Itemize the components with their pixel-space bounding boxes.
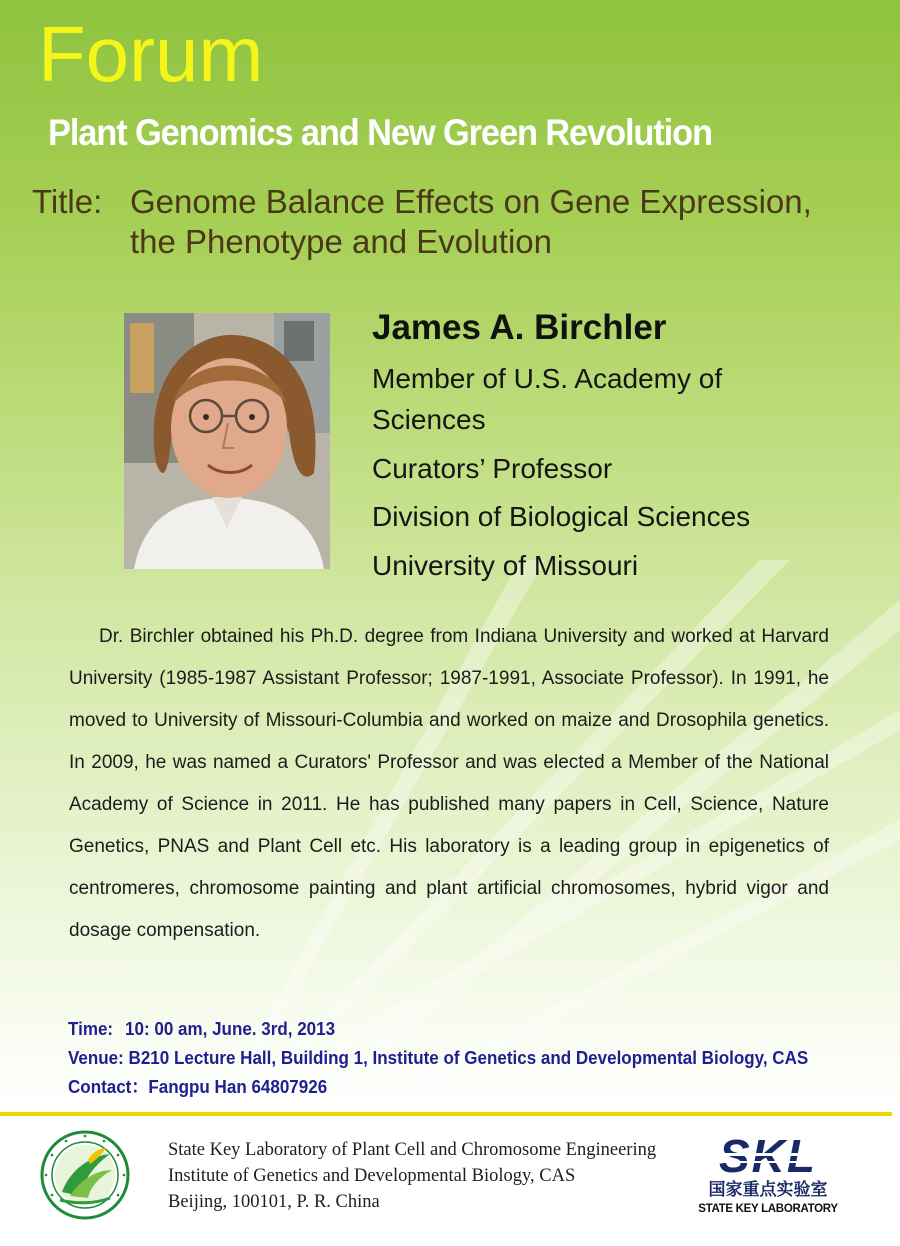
event-venue-value: B210 Lecture Hall, Building 1, Institute of Genetics and Developmental Biology, CAS	[128, 1047, 809, 1068]
event-contact	[68, 1074, 327, 1100]
event-venue	[68, 1045, 808, 1071]
footer-address: Beijing, 100101, P. R. China	[168, 1192, 380, 1212]
talk-title-label: Title:	[32, 183, 103, 220]
footer-divider	[0, 1112, 892, 1116]
talk-title	[32, 182, 892, 262]
affiliation-university: University of Missouri	[372, 550, 639, 581]
skl-english-name: STATE KEY LABORATORY	[698, 1203, 838, 1215]
speaker-biography: Dr. Birchler obtained his Ph.D. degree from Indiana University and worked at Harvard University (1985-1987 Assistant Professor; 1987-1991, Associate Professor). In 1991, he moved to University of Missouri-Columbia and worked on maize and Drosophila genetics. In 2009, he was named a Curators' Professor and was elected a Member of the National Academy of Science in 2011. He has published many papers in Cell, Science, Nature Genetics, PNAS and Plant Cell etc. His laboratory is a leading group in epigenetics of centromeres, chromosome painting and plant artificial chromosomes, hybrid vigor and dosage compensation.	[69, 626, 829, 941]
affiliation-academy: Member of U.S. Academy of	[372, 363, 723, 394]
event-time-value: 10: 00 am, June. 3rd, 2013	[125, 1018, 336, 1039]
speaker-photo	[124, 313, 330, 569]
event-time	[68, 1016, 335, 1042]
talk-title-line-1: Genome Balance Effects on Gene Expression,	[130, 183, 812, 220]
footer-lab-name: State Key Laboratory of Plant Cell and Chromosome Engineering	[168, 1140, 657, 1160]
skl-chinese-name: 国家重点实验室	[708, 1180, 828, 1200]
affiliation-title: Curators’ Professor	[372, 453, 613, 484]
forum-heading: Forum	[38, 10, 264, 98]
event-contact-label: Contact：	[68, 1076, 149, 1097]
footer-institute: Institute of Genetics and Developmental Biology, CAS	[168, 1166, 576, 1186]
affiliation-division: Division of Biological Sciences	[372, 501, 751, 532]
lab-seal-logo	[40, 1130, 130, 1220]
event-venue-label: Venue:	[68, 1047, 124, 1068]
affiliation-academy-cont: Sciences	[372, 404, 486, 435]
talk-title-line-2: the Phenotype and Evolution	[130, 223, 552, 260]
event-contact-value: Fangpu Han 64807926	[148, 1076, 328, 1097]
series-title: Plant Genomics and New Green Revolution	[48, 112, 712, 153]
event-time-label: Time:	[68, 1018, 114, 1039]
speaker-name: James A. Birchler	[372, 308, 667, 347]
